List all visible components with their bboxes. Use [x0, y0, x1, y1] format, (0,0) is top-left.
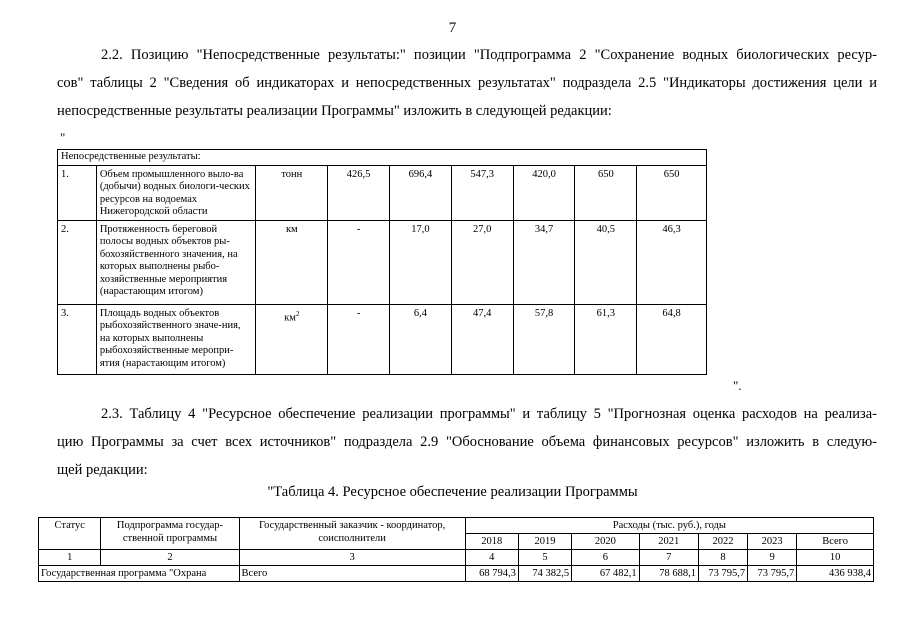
value: 57,8 [513, 304, 575, 374]
header-subprogram: Подпрограмма государ-ственной программы [101, 518, 239, 550]
value: 78 688,1 [639, 566, 698, 582]
value: 650 [637, 165, 707, 220]
paragraph-2-3 [57, 400, 877, 484]
table-header: Непосредственные результаты: [58, 150, 707, 166]
value: 68 794,3 [465, 566, 518, 582]
row-label: Государственная программа "Охрана [39, 566, 240, 582]
value-total: 436 938,4 [797, 566, 874, 582]
row-index: 2. [58, 220, 97, 304]
header-customer: Государственный заказчик - координатор, соисполнители [239, 518, 465, 550]
close-quote: ". [733, 378, 742, 393]
value: 67 482,1 [572, 566, 640, 582]
table-row [39, 566, 874, 582]
table-row [58, 165, 707, 220]
open-quote: " [60, 130, 66, 145]
table-row [58, 304, 707, 374]
page-number: 7 [448, 20, 457, 36]
header-year: 2022 [698, 534, 747, 550]
table-caption: "Таблица 4. Ресурсное обеспечение реализации Программы [267, 484, 638, 500]
indicator-name: Объем промышленного выло-ва (добычи) водных биологи-ческих ресурсов на водоемах Нижегородской области [96, 165, 256, 220]
value: 47,4 [451, 304, 513, 374]
row-index: 1. [58, 165, 97, 220]
row-customer: Всего [239, 566, 465, 582]
unit-superscript: 2 [295, 309, 300, 318]
column-number: 6 [572, 550, 640, 566]
unit: км [256, 220, 328, 304]
column-number: 7 [639, 550, 698, 566]
indicator-name: Протяженность береговой полосы водных объектов ры-бохозяйственного значения, на которых выполнены рыбо-хозяйственные мероприятия (нарастающим итогом) [96, 220, 256, 304]
value: 74 382,5 [518, 566, 571, 582]
value: 73 795,7 [748, 566, 797, 582]
value: 34,7 [513, 220, 575, 304]
value: 6,4 [390, 304, 452, 374]
unit: тонн [256, 165, 328, 220]
column-number: 10 [797, 550, 874, 566]
header-year: 2019 [518, 534, 571, 550]
indicators-table [57, 149, 707, 375]
unit [256, 304, 328, 374]
row-index: 3. [58, 304, 97, 374]
table-row [58, 220, 707, 304]
column-number: 8 [698, 550, 747, 566]
paragraph-line: сов" таблицы 2 "Сведения об индикаторах и непосредственных результатах" подраздела 2.5 "Индикаторы достижения цели и [57, 75, 877, 91]
value: 426,5 [328, 165, 390, 220]
value: 40,5 [575, 220, 637, 304]
header-year: 2018 [465, 534, 518, 550]
header-total: Всего [797, 534, 874, 550]
value: 547,3 [451, 165, 513, 220]
column-number: 1 [39, 550, 101, 566]
value: 73 795,7 [698, 566, 747, 582]
header-status: Статус [39, 518, 101, 550]
unit-text: км [284, 312, 296, 323]
value: 650 [575, 165, 637, 220]
column-number: 3 [239, 550, 465, 566]
resources-table [38, 517, 874, 582]
column-number: 9 [748, 550, 797, 566]
header-expenses: Расходы (тыс. руб.), годы [465, 518, 873, 534]
column-numbers-row [39, 550, 874, 566]
paragraph-line: 2.2. Позицию "Непосредственные результаты:" позиции "Подпрограмма 2 "Сохранение водных биологических ресур- [101, 47, 877, 63]
column-number: 2 [101, 550, 239, 566]
value: 17,0 [390, 220, 452, 304]
value: - [328, 304, 390, 374]
value: 61,3 [575, 304, 637, 374]
paragraph-line: непосредственные результаты реализации Программы" изложить в следующей редакции: [57, 103, 612, 119]
paragraph-line: щей редакции: [57, 462, 148, 478]
indicator-name: Площадь водных объектов рыбохозяйственного значе-ния, на которых выполнены рыбохозяйственные меропри-ятия (нарастающим итогом) [96, 304, 256, 374]
column-number: 5 [518, 550, 571, 566]
value: 696,4 [390, 165, 452, 220]
paragraph-line: цию Программы за счет всех источников" подраздела 2.9 "Обоснование объема финансовых ресурсов" изложить в следую- [57, 434, 877, 450]
header-year: 2021 [639, 534, 698, 550]
header-year: 2020 [572, 534, 640, 550]
value: 64,8 [637, 304, 707, 374]
value: - [328, 220, 390, 304]
header-year: 2023 [748, 534, 797, 550]
value: 27,0 [451, 220, 513, 304]
paragraph-2-2 [57, 41, 877, 125]
value: 420,0 [513, 165, 575, 220]
paragraph-line: 2.3. Таблицу 4 "Ресурсное обеспечение реализации программы" и таблицу 5 "Прогнозная оценка расходов на реализа- [101, 406, 877, 422]
column-number: 4 [465, 550, 518, 566]
value: 46,3 [637, 220, 707, 304]
